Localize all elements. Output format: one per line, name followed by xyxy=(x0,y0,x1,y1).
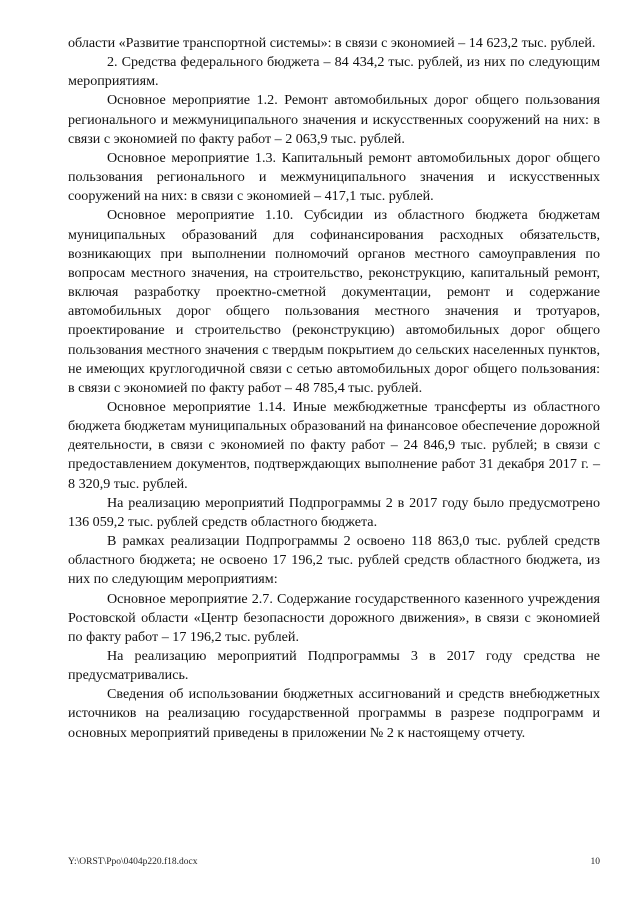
paragraph-continuation: области «Развитие транспортной системы»: в связи с экономией – 14 623,2 тыс. рублей. xyxy=(68,35,596,51)
paragraph-measure-1-10: Основное мероприятие 1.10. Субсидии из областного бюджета бюджетам муниципальных образований для софинансирования расходных обязательств, возникающих при выполнении полномочий органов местного самоуправления по вопросам местного значения, на строительство, реконструкцию, капитальный ремонт, включая разработку проектно-сметной документации, ремонт и содержание автомобильных дорог общего пользования местного значения и тротуаров, проектирование и строительство (реконструкцию) автомобильных дорог общего пользования местного значения с твердым покрытием до сельских населенных пунктов, не имеющих круглогодичной связи с сетью автомобильных дорог общего пользования: в связи с экономией по факту работ – 48 785,4 тыс. рублей. xyxy=(68,207,600,396)
page-footer xyxy=(68,857,600,871)
page-number: 10 xyxy=(590,857,600,867)
document-body xyxy=(68,34,600,743)
paragraph-appendix-reference: Сведения об использовании бюджетных ассигнований и средств внебюджетных источников на реализацию государственной программы в разрезе подпрограмм и основных мероприятий приведены в приложении № 2 к настоящему отчету. xyxy=(68,686,600,741)
paragraph-measure-2-7: Основное мероприятие 2.7. Содержание государственного казенного учреждения Ростовской области «Центр безопасности дорожного движения», в связи с экономией по факту работ – 17 196,2 тыс. рублей. xyxy=(68,590,600,645)
file-path: Y:\ORST\Ppo\0404p220.f18.docx xyxy=(68,857,198,867)
paragraph-subprogram-3: На реализацию мероприятий Подпрограммы 3 в 2017 году средства не предусматривались. xyxy=(68,648,600,684)
paragraph-subprogram-2-plan: На реализацию мероприятий Подпрограммы 2 в 2017 году было предусмотрено 136 059,2 тыс. рублей средств областного бюджета. xyxy=(68,494,600,530)
paragraph-federal-budget: 2. Средства федерального бюджета – 84 434,2 тыс. рублей, из них по следующим мероприятиям. xyxy=(68,54,600,90)
paragraph-measure-1-3: Основное мероприятие 1.3. Капитальный ремонт автомобильных дорог общего пользования регионального и межмуниципального значения и искусственных сооружений на них: в связи с экономией – 417,1 тыс. рублей. xyxy=(68,149,600,205)
paragraph-subprogram-2-spent: В рамках реализации Подпрограммы 2 освоено 118 863,0 тыс. рублей средств областного бюджета; не освоено 17 196,2 тыс. рублей средств областного бюджета, из них по следующим мероприятиям: xyxy=(68,533,600,588)
paragraph-measure-1-14: Основное мероприятие 1.14. Иные межбюджетные трансферты из областного бюджета бюджетам муниципальных образований на финансовое обеспечение дорожной деятельности, в связи с экономией по факту работ – 24 846,9 тыс. рублей; в связи с предоставлением документов, подтверждающих выполнение работ 31 декабря 2017 г. – 8 320,9 тыс. рублей. xyxy=(68,398,600,492)
paragraph-measure-1-2: Основное мероприятие 1.2. Ремонт автомобильных дорог общего пользования регионального и межмуниципального значения и искусственных сооружений на них: в связи с экономией по факту работ – 2 063,9 тыс. рублей. xyxy=(68,92,600,147)
